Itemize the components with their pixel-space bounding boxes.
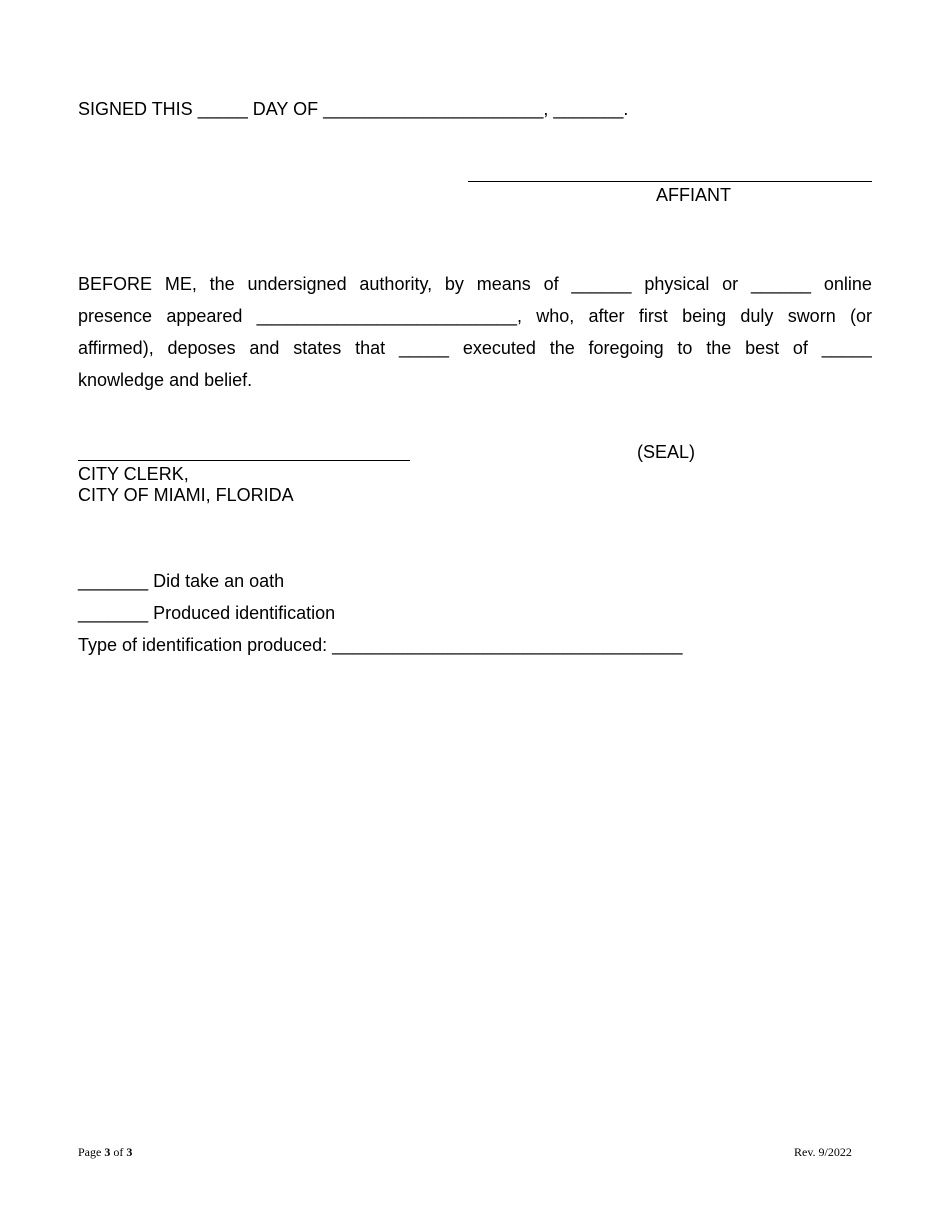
paragraph-word: ME, [164,274,197,294]
paragraph-word: or [722,274,739,294]
affiant-signature-line[interactable] [468,181,872,182]
paragraph-word: ______ [571,274,632,294]
paragraph-word: _____ [398,338,449,358]
paragraph-word: authority, [359,274,433,294]
paragraph-word: the [209,274,235,294]
paragraph-word: duly [740,306,774,326]
affiant-label: AFFIANT [656,185,731,205]
paragraph-word: who, [536,306,575,326]
paragraph-word: deposes [167,338,236,358]
paragraph-word: physical [644,274,710,294]
paragraph-word: BEFORE [78,274,153,294]
paragraph-word: (or [849,306,872,326]
paragraph-word: the [706,338,732,358]
paragraph-word: means [476,274,531,294]
paragraph-word: and [249,338,280,358]
paragraph-word: first [638,306,668,326]
paragraph-line-1 [78,268,872,300]
paragraph-word: by [444,274,464,294]
paragraph-word: online [823,274,872,294]
page-total: 3 [126,1145,133,1159]
paragraph-line-3 [78,332,872,364]
paragraph-word: that [355,338,386,358]
paragraph-word: foregoing [588,338,664,358]
paragraph-word: best [745,338,780,358]
paragraph-word: affirmed), [78,338,154,358]
notary-paragraph [78,268,872,396]
paragraph-word: sworn [787,306,836,326]
paragraph-word: ______ [750,274,812,294]
paragraph-word: __________________________, [256,306,522,326]
paragraph-word: appeared [166,306,243,326]
paragraph-word: of [792,338,808,358]
seal-label: (SEAL) [637,442,696,462]
oath-check-line: _______ Did take an oath [78,571,285,591]
page-prefix: Page [78,1145,105,1159]
clerk-title: CITY CLERK, [78,464,189,484]
identification-type-line: Type of identification produced: ___________________________________ [78,635,683,655]
page-number [78,1144,132,1160]
signed-date-line: SIGNED THIS _____ DAY OF ______________________, _______. [78,99,629,119]
page-current: 3 [104,1145,111,1159]
paragraph-word: _____ [821,338,872,358]
paragraph-word: of [543,274,559,294]
page-of: of [110,1145,127,1159]
paragraph-word: presence [78,306,153,326]
paragraph-word: to [677,338,693,358]
paragraph-word: being [682,306,727,326]
paragraph-word: the [549,338,575,358]
paragraph-line-4: knowledge and belief. [78,370,253,390]
paragraph-word: states [293,338,342,358]
paragraph-word: undersigned [247,274,347,294]
paragraph-word: after [588,306,625,326]
paragraph-word: executed [462,338,536,358]
identification-check-line: _______ Produced identification [78,603,336,623]
revision-label: Rev. 9/2022 [794,1145,852,1159]
clerk-signature-line[interactable] [78,460,410,461]
clerk-city: CITY OF MIAMI, FLORIDA [78,485,294,505]
paragraph-line-2 [78,300,872,332]
